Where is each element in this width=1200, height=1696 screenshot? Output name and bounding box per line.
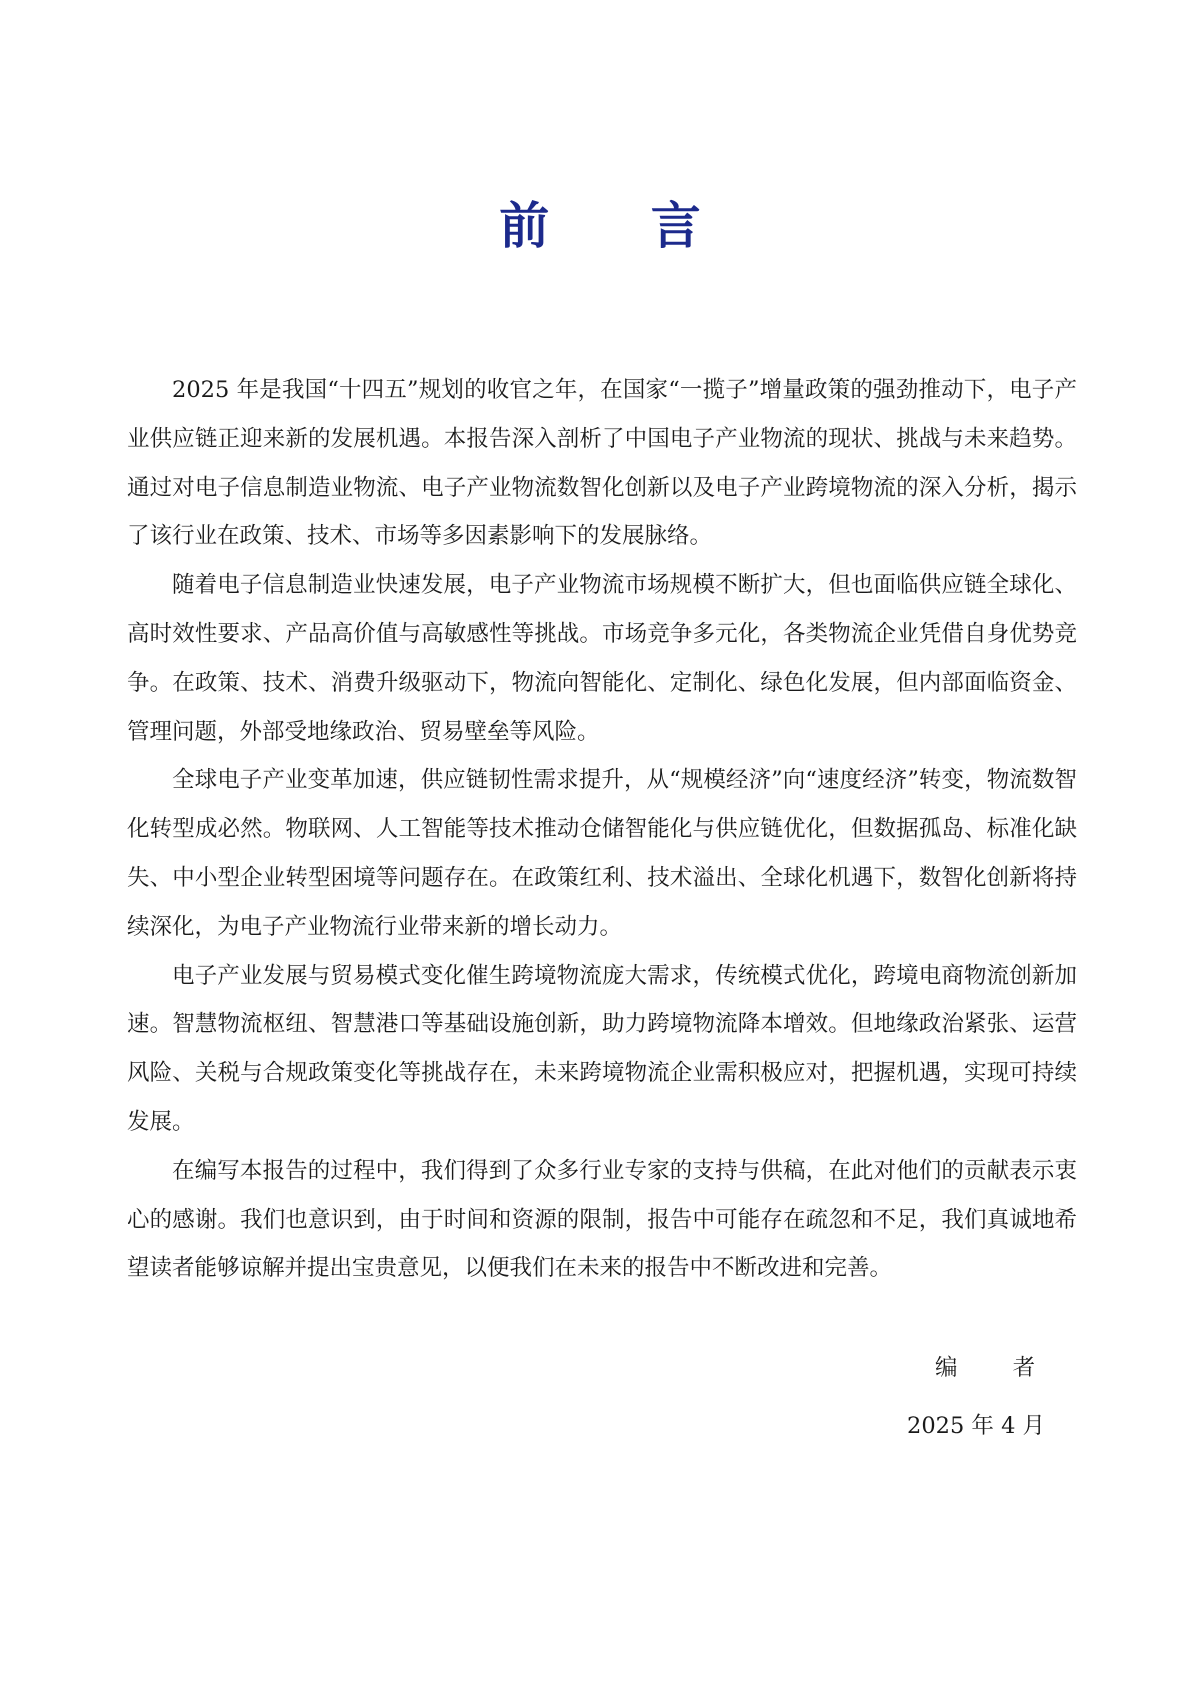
paragraph-5: 在编写本报告的过程中，我们得到了众多行业专家的支持与供稿，在此对他们的贡献表示衷心的感谢。我们也意识到，由于时间和资源的限制，报告中可能存在疏忽和不足，我们真诚地希望读者能够谅解并提出宝贵意见，以便我们在未来的报告中不断改进和完善。 [127, 1157, 1077, 1282]
paragraph-4: 电子产业发展与贸易模式变化催生跨境物流庞大需求，传统模式优化，跨境电商物流创新加速。智慧物流枢纽、智慧港口等基础设施创新，助力跨境物流降本增效。但地缘政治紧张、运营风险、关税与合规政策变化等挑战存在，未来跨境物流企业需积极应对，把握机遇，实现可持续发展。 [127, 962, 1077, 1135]
paragraph-2: 随着电子信息制造业快速发展，电子产业物流市场规模不断扩大，但也面临供应链全球化、高时效性要求、产品高价值与高敏感性等挑战。市场竞争多元化，各类物流企业凭借自身优势竞争。在政策、技术、消费升级驱动下，物流向智能化、定制化、绿色化发展，但内部面临资金、管理问题，外部受地缘政治、贸易壁垒等风险。 [127, 572, 1077, 745]
paragraph-1: 2025 年是我国“十四五”规划的收官之年，在国家“一揽子”增量政策的强劲推动下，电子产业供应链正迎来新的发展机遇。本报告深入剖析了中国电子产业物流的现状、挑战与未来趋势。通过对电子信息制造业物流、电子产业物流数智化创新以及电子产业跨境物流的深入分析，揭示了该行业在政策、技术、市场等多因素影响下的发展脉络。 [127, 377, 1077, 550]
signature-date: 2025 年 4 月 [907, 1413, 1046, 1439]
paragraph-3: 全球电子产业变革加速，供应链韧性需求提升，从“规模经济”向“速度经济”转变，物流数智化转型成必然。物联网、人工智能等技术推动仓储智能化与供应链优化，但数据孤岛、标准化缺失、中小型企业转型困境等问题存在。在政策红利、技术溢出、全球化机遇下，数智化创新将持续深化，为电子产业物流行业带来新的增长动力。 [127, 767, 1077, 940]
preface-body [127, 366, 1077, 1293]
page-title: 前 言 [499, 196, 743, 255]
editor-signature: 编 者 [935, 1355, 1060, 1381]
